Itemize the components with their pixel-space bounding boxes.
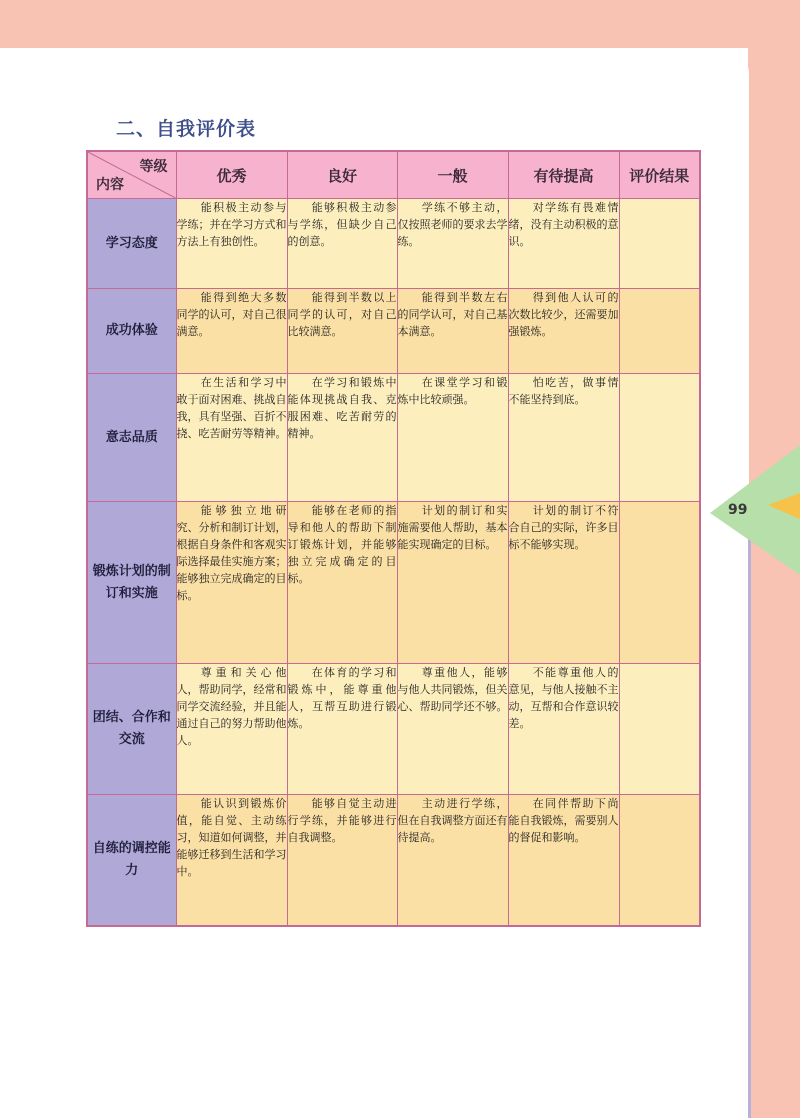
column-header-result: 评价结果 <box>619 151 700 199</box>
table-row <box>87 502 700 664</box>
rating-cell: 能够独立地研究、分析和制订计划，根据自身条件和客观实际选择最佳实施方案；能够独立完成确定的目标。 <box>176 502 287 664</box>
rating-cell: 对学练有畏难情绪，没有主动积极的意识。 <box>508 199 619 289</box>
rating-cell: 不能尊重他人的意见，与他人接触不主动，互帮和合作意识较差。 <box>508 664 619 795</box>
rating-cell: 能够在老师的指导和他人的帮助下制订锻炼计划，并能够独立完成确定的目标。 <box>287 502 397 664</box>
corner-grade-label: 等级 <box>139 159 168 175</box>
rating-cell: 能认识到锻炼价值，能自觉、主动练习，知道如何调整，并能够迁移到生活和学习中。 <box>176 795 287 926</box>
column-header-average: 一般 <box>397 151 508 199</box>
rating-cell: 学练不够主动，仅按照老师的要求去学练。 <box>397 199 508 289</box>
column-header-good: 良好 <box>287 151 397 199</box>
result-cell[interactable] <box>619 199 700 289</box>
table-row <box>87 374 700 502</box>
corner-header <box>87 151 176 199</box>
column-header-needs-improvement: 有待提高 <box>508 151 619 199</box>
rating-cell: 在体育的学习和锻炼中，能尊重他人，互帮互助进行锻炼。 <box>287 664 397 795</box>
result-cell[interactable] <box>619 374 700 502</box>
result-cell[interactable] <box>619 795 700 926</box>
rating-cell: 能够自觉主动进行学练，并能够进行自我调整。 <box>287 795 397 926</box>
column-header-excellent: 优秀 <box>176 151 287 199</box>
rating-cell: 尊重他人，能够与他人共同锻炼，但关心、帮助同学还不够。 <box>397 664 508 795</box>
self-evaluation-table <box>86 150 701 927</box>
result-cell[interactable] <box>619 502 700 664</box>
rating-cell: 能够积极主动参与学练，但缺少自己的创意。 <box>287 199 397 289</box>
rating-cell: 能得到绝大多数同学的认可，对自己很满意。 <box>176 289 287 374</box>
rating-cell: 在课堂学习和锻炼中比较顽强。 <box>397 374 508 502</box>
corner-content-label: 内容 <box>96 177 124 193</box>
rating-cell: 在学习和锻炼中能体现挑战自我、克服困难、吃苦耐劳的精神。 <box>287 374 397 502</box>
row-label: 学习态度 <box>87 199 176 289</box>
row-label: 成功体验 <box>87 289 176 374</box>
rating-cell: 在同伴帮助下尚能自我锻炼，需要别人的督促和影响。 <box>508 795 619 926</box>
row-label: 团结、合作和交流 <box>87 664 176 795</box>
rating-cell: 计划的制订不符合自己的实际，许多目标不能够实现。 <box>508 502 619 664</box>
rating-cell: 计划的制订和实施需要他人帮助，基本能实现确定的目标。 <box>397 502 508 664</box>
table-row <box>87 289 700 374</box>
rating-cell: 得到他人认可的次数比较少，还需要加强锻炼。 <box>508 289 619 374</box>
right-margin-rule <box>748 520 751 1118</box>
table-header-row <box>87 151 700 199</box>
row-label: 锻炼计划的制订和实施 <box>87 502 176 664</box>
rating-cell: 能积极主动参与学练；并在学习方式和方法上有独创性。 <box>176 199 287 289</box>
table-row <box>87 795 700 926</box>
rating-cell: 在生活和学习中敢于面对困难、挑战自我，具有坚强、百折不挠、吃苦耐劳等精神。 <box>176 374 287 502</box>
page-number: 99 <box>728 502 748 518</box>
rating-cell: 主动进行学练，但在自我调整方面还有待提高。 <box>397 795 508 926</box>
table-row <box>87 199 700 289</box>
rating-cell: 尊重和关心他人，帮助同学，经常和同学交流经验，并且能通过自己的努力帮助他人。 <box>176 664 287 795</box>
rating-cell: 怕吃苦，做事情不能坚持到底。 <box>508 374 619 502</box>
result-cell[interactable] <box>619 664 700 795</box>
row-label: 自练的调控能力 <box>87 795 176 926</box>
table-row <box>87 664 700 795</box>
section-title: 二、自我评价表 <box>116 118 257 140</box>
row-label: 意志品质 <box>87 374 176 502</box>
rating-cell: 能得到半数左右的同学认可，对自己基本满意。 <box>397 289 508 374</box>
result-cell[interactable] <box>619 289 700 374</box>
top-decorative-band <box>0 0 800 48</box>
rating-cell: 能得到半数以上同学的认可，对自己比较满意。 <box>287 289 397 374</box>
